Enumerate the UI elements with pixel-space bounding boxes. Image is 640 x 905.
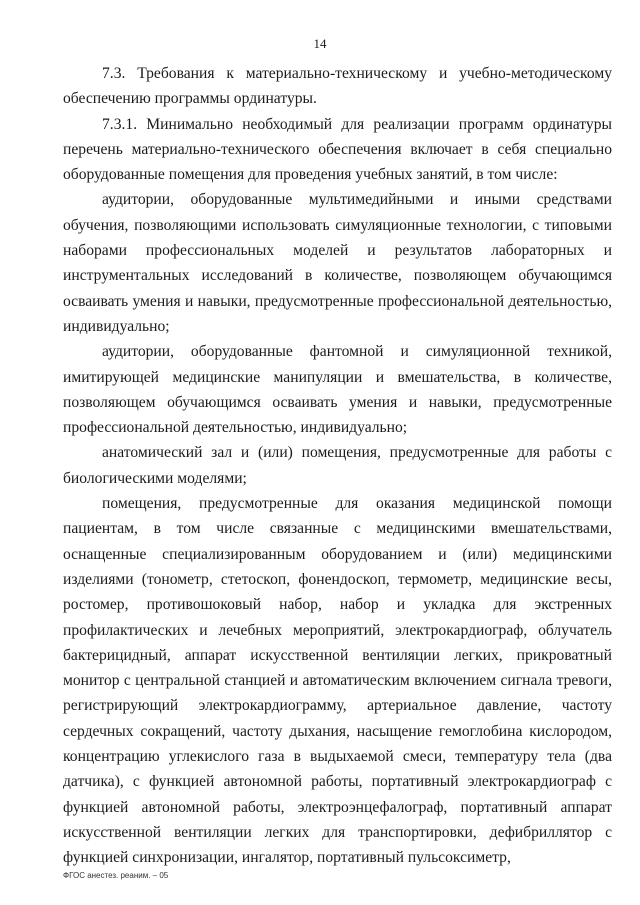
list-item-anatomy-hall: анатомический зал и (или) помещения, предусмотренные для работы с биологическими моделями; [63, 444, 612, 487]
section-heading-7-3: 7.3. Требования к материально-техническому и учебно-методическому обеспечению программы ординатуры. [63, 65, 612, 108]
list-item-multimedia-auditoriums: аудитории, оборудованные мультимедийными и иными средствами обучения, позволяющими использовать симуляционные технологии, с типовыми наборами профессиональных моделей и результатов лабораторных и инструментальных исследований в количестве, позволяющем обучающимся осваивать умения и навыки, предусмотренные профессиональной деятельностью, индивидуально; [63, 191, 612, 335]
paragraph-7-3-1: 7.3.1. Минимально необходимый для реализации программ ординатуры перечень материально-технического обеспечения включает в себя специально оборудованные помещения для проведения учебных занятий, в том числе: [63, 115, 612, 184]
document-body [63, 61, 612, 871]
list-item-medical-premises: помещения, предусмотренные для оказания медицинской помощи пациентам, в том числе связанные с медицинскими вмешательствами, оснащенные специализированным оборудованием и (или) медицинскими изделиями (тонометр, стетоскоп, фонендоскоп, термометр, медицинские весы, ростомер, противошоковый набор, набор и укладка для экстренных профилактических и лечебных мероприятий, электрокардиограф, облучатель бактерицидный, аппарат искусственной вентиляции легких, прикроватный монитор с центральной станцией и автоматическим включением сигнала тревоги, регистрирующий электрокардиограмму, артериальное давление, частоту сердечных сокращений, частоту дыхания, насыщение гемоглобина кислородом, концентрацию углекислого газа в выдыхаемой смеси, температуру тела (два датчика), с функцией автономной работы, портативный электрокардиограф с функцией автономной работы, электроэнцефалограф, портативный аппарат искусственной вентиляции легких для транспортировки, дефибриллятор с функцией синхронизации, ингалятор, портативный пульсоксиметр, [63, 495, 612, 867]
list-item-phantom-auditoriums: аудитории, оборудованные фантомной и симуляционной техникой, имитирующей медицинские манипуляции и вмешательства, в количестве, позволяющем обучающимся осваивать умения и навыки, предусмотренные профессиональной деятельностью, индивидуально; [63, 343, 612, 437]
footer-note: ФГОС анестез. реаним. – 05 [63, 871, 169, 880]
page-number: 14 [313, 36, 327, 51]
